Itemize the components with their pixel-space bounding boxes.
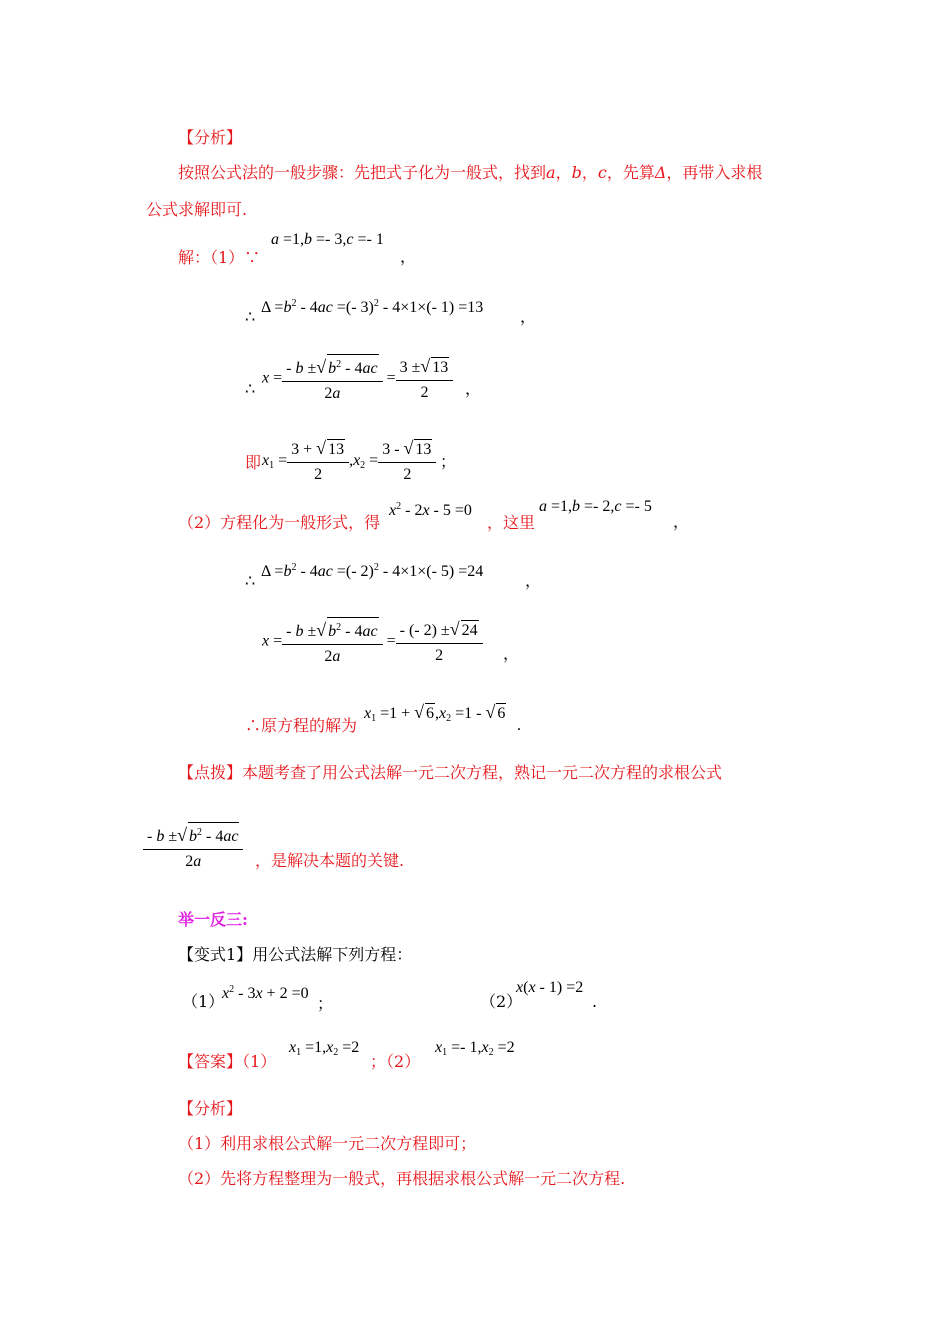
comma: ， [503, 646, 520, 663]
answer-part-2-label: （2） [386, 1052, 421, 1071]
part2-label: （2）方程化为一般形式，得 [178, 513, 381, 532]
therefore-symbol: ∴ [245, 573, 256, 590]
semicolon: ； [440, 454, 457, 471]
therefore-symbol: ∴ [245, 309, 256, 326]
discriminant-2: $\Delta =b^2 - 4ac$ =(- 2)$^2$ - 4×1×(- 5) =24 [261, 562, 484, 580]
answer-line [178, 1052, 276, 1072]
answer-1: $x_1 =1,x_2 =2$ [289, 1039, 360, 1058]
tip-after: ，是解决本题的关键. [255, 851, 405, 870]
analysis-text-mid: ，先算 [606, 163, 655, 182]
conclusion-label: ∴原方程的解为 [245, 716, 358, 735]
comma: ， [520, 309, 537, 326]
discriminant-1: $\Delta =b^2 - 4ac$ =(- 3)$^2$ - 4×1×(- 1) =13 [261, 298, 484, 316]
root-formula-2: x = $\frac{- b \pm√ b^2 - 4ac}{2a}$ = $\frac{- (- 2) \pm√ 24}{2}$ [262, 617, 483, 667]
root-formula-1: x = $\frac{- b \pm√ b^2 - 4ac}{2a}$ = $\frac{3 \pm√ 13}{2}$ [262, 354, 453, 404]
question-1-end: ； [317, 994, 334, 1013]
final-roots: $x_1 =1$ + √ $6,x_2 =1$ - √ 6 [364, 702, 506, 724]
tip-label: 【点拨】 [178, 763, 243, 782]
roots-1: $x_1$ = $\frac{3 + √ 13}{2}$ $,x_2$ = $\frac{3 - √ 13}{2}$ [262, 438, 436, 485]
answer-part-1-label: （1） [242, 1052, 277, 1071]
variant-line [178, 945, 412, 965]
comma: ， [465, 381, 482, 398]
analysis-line-2: 公式求解即可. [146, 200, 248, 219]
analysis-text-end: ，再带入求根 [666, 163, 763, 182]
var-a: a [546, 163, 556, 182]
part2-here: ，这里 [487, 513, 536, 532]
analysis2-line-1: （1）利用求根公式解一元二次方程即可； [178, 1134, 477, 1153]
answer-label: 【答案】 [178, 1052, 243, 1071]
comma: ， [525, 573, 542, 590]
question-1-equation: $x^2 - 3x + 2 =0$ [222, 984, 309, 1002]
analysis2-line-2: （2）先将方程整理为一般式，再根据求根公式解一元二次方程. [178, 1169, 626, 1188]
ji-label: 即 [245, 453, 262, 472]
therefore-symbol: ∴ [245, 381, 256, 398]
answer-part-2 [370, 1052, 420, 1072]
coefficients-2: a =1,b =- 2,c =- 5 [539, 498, 652, 515]
delta-symbol: Δ [654, 163, 667, 182]
quadratic-formula: $\frac{- b \pm√ b^2 - 4ac}{2a}$ [143, 822, 243, 872]
analysis-line-1: 按照公式法的一般步骤：先把式子化为一般式，找到a，b，c，先算Δ，再带入求根 [178, 163, 763, 182]
tip-text: 本题考查了用公式法解一元二次方程，熟记一元二次方程的求根公式 [242, 763, 723, 782]
analysis-heading: 【分析】 [178, 128, 243, 147]
question-2-equation: x(x - 1) =2 [516, 979, 584, 996]
question-2-end: . [592, 992, 598, 1011]
solution-label: 解：（1）∵ [178, 248, 261, 267]
var-c: c [597, 163, 607, 182]
period: . [517, 717, 521, 734]
variant-text: 用公式法解下列方程： [252, 945, 413, 964]
answer-2: $x_1 =- 1,x_2 =2$ [435, 1039, 515, 1058]
answer-separator: ； [370, 1052, 387, 1071]
tip-paragraph [178, 763, 722, 783]
analysis-text: 按照公式法的一般步骤：先把式子化为一般式，找到 [178, 163, 547, 182]
comma: ， [673, 514, 690, 531]
comma: ， [400, 249, 417, 266]
analysis2-heading: 【分析】 [178, 1099, 243, 1118]
variant-label: 【变式1】 [178, 945, 253, 964]
practice-heading: 举一反三: [178, 910, 248, 929]
general-form-equation: $x^2 - 2x - 5 =0$ [389, 501, 472, 519]
var-b: b [571, 163, 582, 182]
coefficients-1: a =1,b =- 3,c =- 1 [271, 231, 384, 248]
question-2-label: （2） [480, 992, 523, 1011]
question-1-label: （1） [182, 992, 225, 1011]
